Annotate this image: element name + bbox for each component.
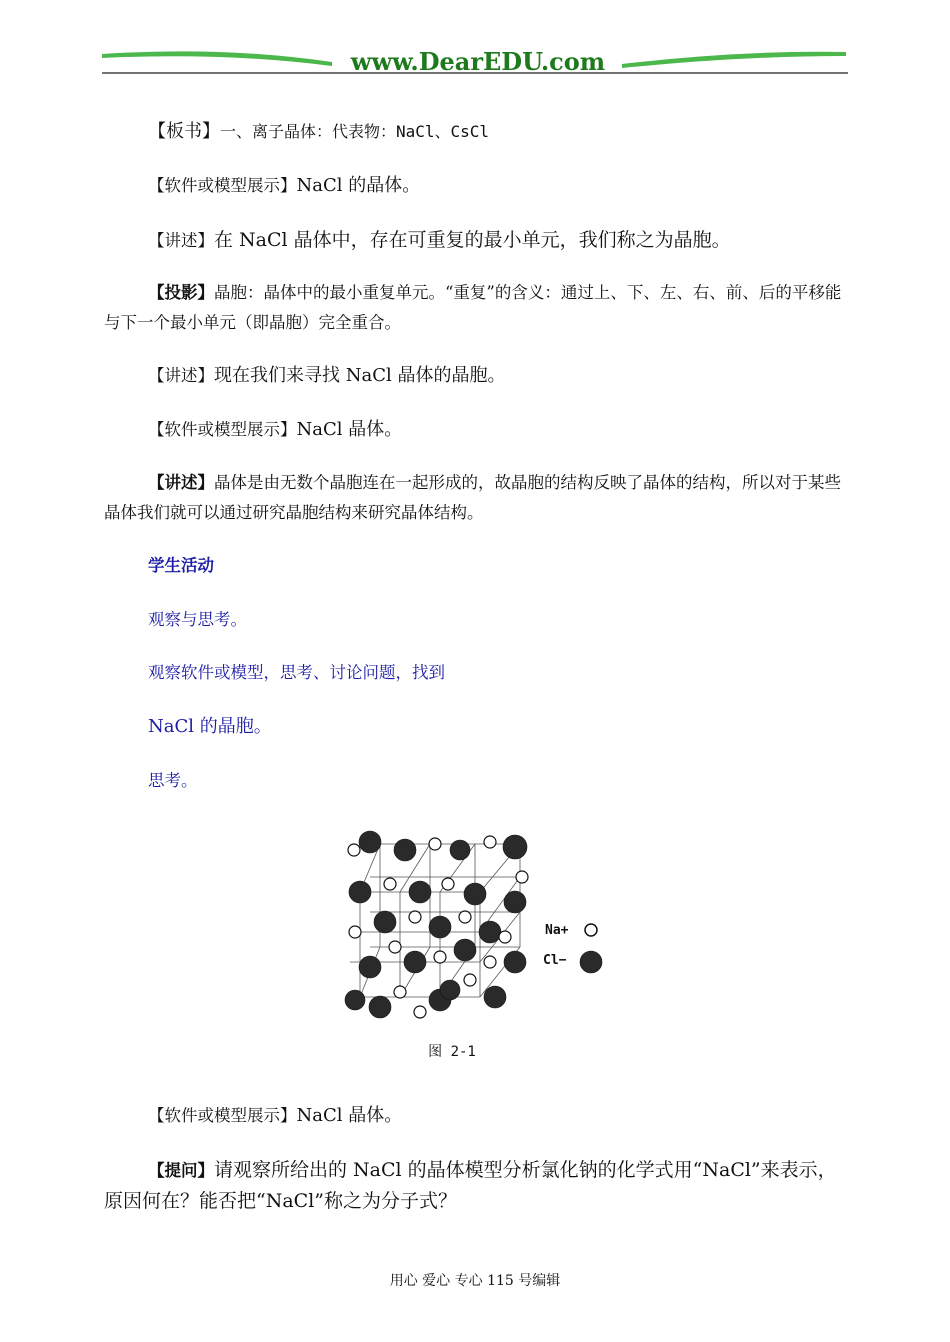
student-activity-heading: 学生活动 [148, 556, 214, 575]
paragraph-text: NaCl 的晶体。 [296, 175, 421, 196]
paragraph-text: 现在我们来寻找 NaCl 晶体的晶胞。 [214, 365, 506, 386]
figure-caption: 图 2-1 [428, 1044, 476, 1060]
cl-ion [359, 956, 381, 978]
cl-ion [484, 986, 506, 1008]
paragraph-model-3 [104, 1101, 848, 1131]
na-ion [459, 911, 471, 923]
paragraph-question [104, 1155, 848, 1216]
paragraph-model-2 [104, 415, 848, 445]
nacl-lattice-image [340, 822, 620, 1070]
na-ion [464, 974, 476, 986]
na-ion [434, 951, 446, 963]
tag-label: 【讲述】 [148, 473, 214, 492]
paragraph-model-1 [104, 171, 848, 201]
cl-ion [374, 911, 396, 933]
na-ion [414, 1006, 426, 1018]
activity-instruction: 观察软件或模型，思考、讨论问题，找到 [148, 663, 445, 682]
cl-ion [404, 951, 426, 973]
tag-label: 【讲述】 [148, 366, 214, 385]
paragraph-text: 晶体是由无数个晶胞连在一起形成的，故晶胞的结构反映了晶体的结构，所以对于某些晶体我们就可以通过研究晶胞结构来研究晶体结构。 [104, 473, 841, 522]
paragraph-text: NaCl 晶体。 [296, 1105, 403, 1126]
cl-ion [450, 840, 470, 860]
paragraph-text: 请观察所给出的 NaCl 的晶体模型分析氯化钠的化学式用“NaCl”来表示，原因何在？能否把“NaCl”称之为分子式？ [104, 1159, 837, 1212]
na-ion [409, 911, 421, 923]
paragraph-text: NaCl 晶体。 [296, 419, 403, 440]
cl-ion [454, 939, 476, 961]
header-banner [102, 40, 848, 80]
cl-ion [359, 831, 381, 853]
tag-label: 【软件或模型展示】 [148, 420, 297, 439]
cl-ion [504, 891, 526, 913]
nacl-crystal-figure [340, 822, 620, 1070]
cl-ion [369, 996, 391, 1018]
cl-ion [394, 839, 416, 861]
na-ion [394, 986, 406, 998]
activity-think: 思考。 [148, 771, 198, 790]
cl-ion [503, 835, 527, 859]
cl-ion [504, 951, 526, 973]
na-ion [442, 878, 454, 890]
paragraph-text: 晶胞：晶体中的最小重复单元。“重复”的含义：通过上、下、左、右、前、后的平移能与下一个最小单元（即晶胞）完全重合。 [104, 283, 842, 332]
cl-ion [345, 990, 365, 1010]
cl-ion [429, 916, 451, 938]
paragraph-narrate-2 [104, 361, 848, 391]
na-ion [499, 931, 511, 943]
paragraph-narrate-3 [104, 468, 848, 528]
tag-label: 【提问】 [148, 1161, 214, 1180]
cl-ion [349, 881, 371, 903]
na-ion [484, 956, 496, 968]
header-swoosh-left [102, 51, 332, 66]
site-header [102, 40, 848, 80]
tag-label: 【板书】 [148, 121, 220, 142]
activity-find-cell: NaCl 的晶胞。 [148, 716, 272, 737]
paragraph-projection [104, 278, 848, 338]
na-ion [384, 878, 396, 890]
cl-ion [440, 980, 460, 1000]
header-site-name: www.DearEDU.com [350, 47, 606, 76]
page-footer: 用心 爱心 专心 115 号编辑 [389, 1273, 561, 1289]
chloride-ions [345, 831, 527, 1018]
na-ion [349, 926, 361, 938]
legend-cl-marker [580, 951, 602, 973]
cl-ion [409, 881, 431, 903]
activity-observe: 观察与思考。 [148, 610, 247, 629]
cl-ion [479, 921, 501, 943]
legend-cl-label: Cl− [543, 953, 567, 968]
legend-na-label: Na+ [545, 923, 569, 938]
paragraph-board [104, 117, 848, 147]
na-ion [348, 844, 360, 856]
paragraph-text: 一、离子晶体：代表物：NaCl、CsCl [220, 122, 490, 141]
na-ion [516, 871, 528, 883]
cl-ion [464, 883, 486, 905]
paragraph-text: 在 NaCl 晶体中，存在可重复的最小单元，我们称之为晶胞。 [214, 229, 731, 251]
tag-label: 【软件或模型展示】 [148, 1106, 297, 1125]
paragraph-narrate-1 [104, 225, 848, 256]
legend-na-marker [585, 924, 597, 936]
header-swoosh-right [622, 52, 846, 68]
tag-label: 【投影】 [148, 283, 214, 302]
tag-label: 【软件或模型展示】 [148, 176, 297, 195]
na-ion [484, 836, 496, 848]
na-ion [389, 941, 401, 953]
tag-label: 【讲述】 [148, 231, 214, 250]
na-ion [429, 838, 441, 850]
